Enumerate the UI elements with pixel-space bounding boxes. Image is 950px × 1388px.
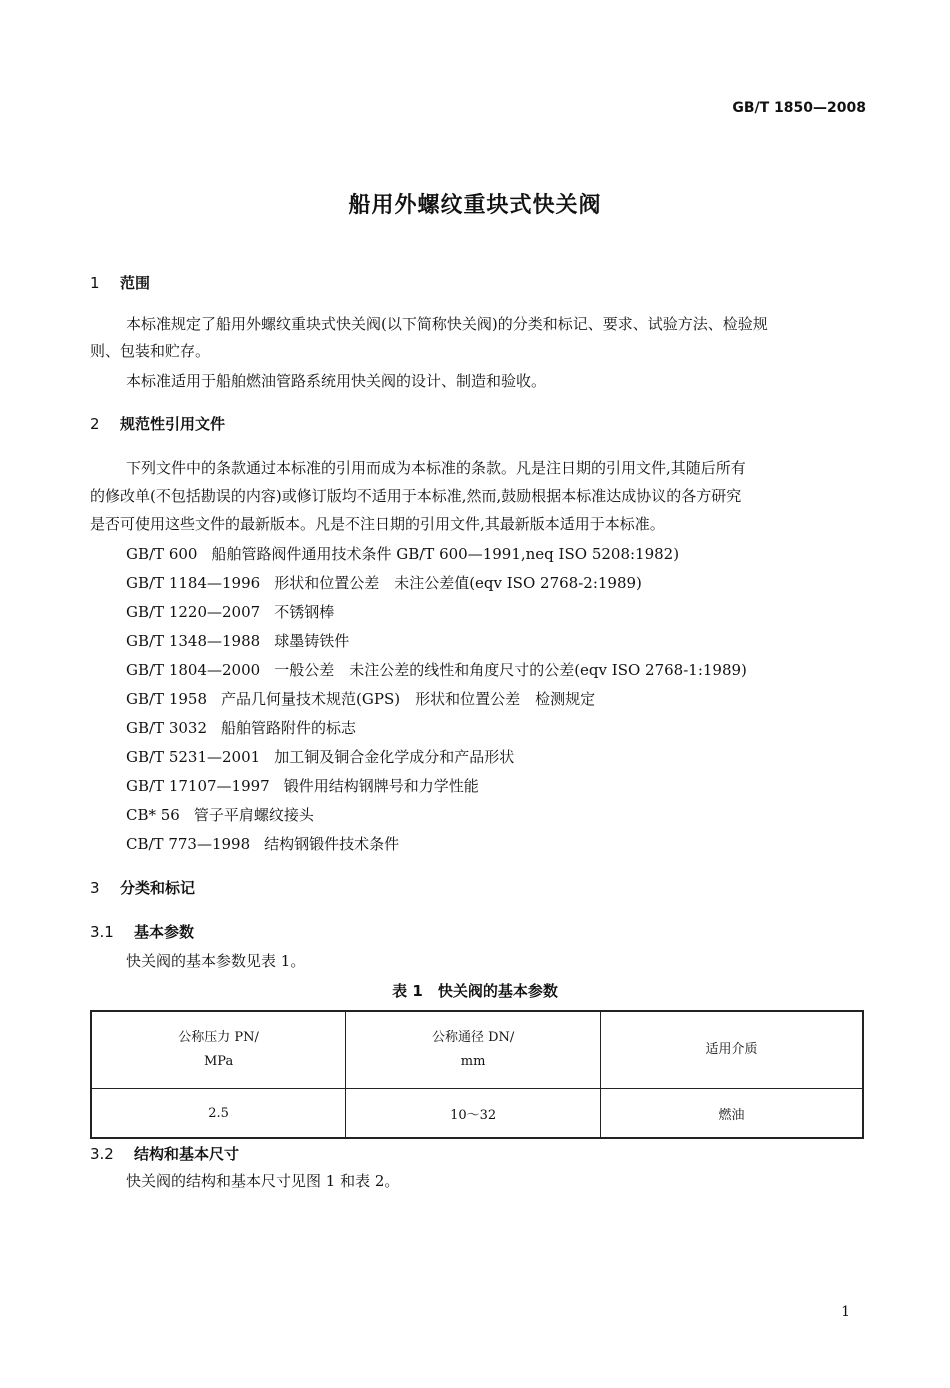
reference-code: GB/T 1804—2000 [126,661,261,679]
subsection-3-1-text: 快关阀的基本参数见表 1。 [126,952,306,970]
reference-code: GB/T 600 [126,545,198,563]
table-header-row [91,1011,863,1089]
section-title: 规范性引用文件 [120,415,226,433]
section-number: 3.2 [90,1145,114,1163]
subsection-3-2-heading [90,1143,239,1164]
reference-item [126,543,679,564]
section-number: 3.1 [90,923,114,941]
reference-title: 形状和位置公差 未注公差值(eqv ISO 2768-2:1989) [274,574,642,592]
section-2-heading [90,413,225,434]
subsection-3-2-text: 快关阀的结构和基本尺寸见图 1 和表 2。 [126,1172,400,1190]
standard-number: GB/T 1850—2008 [732,100,866,116]
reference-item [126,833,399,854]
reference-title: 管子平肩螺纹接头 [193,806,314,824]
subsection-3-1-heading [90,921,194,942]
reference-item [126,630,349,651]
reference-code: GB/T 17107—1997 [126,777,270,795]
reference-code: CB* 56 [126,806,180,824]
scope-para1-line1: 本标准规定了船用外螺纹重块式快关阀(以下简称快关阀)的分类和标记、要求、试验方法、检验规 [126,315,768,333]
section-title: 结构和基本尺寸 [134,1145,240,1163]
reference-item [126,746,514,767]
reference-item [126,775,479,796]
reference-code: GB/T 5231—2001 [126,748,261,766]
reference-item [126,659,747,680]
reference-item [126,688,595,709]
section-1-heading [90,272,150,293]
reference-code: GB/T 1348—1988 [126,632,261,650]
section-number: 2 [90,415,100,433]
section-title: 分类和标记 [120,879,196,897]
table-cell: 2.5 [91,1089,346,1139]
reference-item [126,572,642,593]
parameters-table [90,1010,864,1139]
reference-code: GB/T 3032 [126,719,208,737]
table-header-cell: 适用介质 [601,1011,864,1089]
reference-item [126,804,314,825]
reference-title: 产品几何量技术规范(GPS) 形状和位置公差 检测规定 [221,690,596,708]
reference-title: 锻件用结构钢牌号和力学性能 [283,777,479,795]
refs-intro-line2: 的修改单(不包括勘误的内容)或修订版均不适用于本标准,然而,鼓励根据本标准达成协议的各方研究 [90,487,742,505]
reference-title: 结构钢锻件技术条件 [264,835,400,853]
scope-para1-line2: 则、包装和贮存。 [90,342,211,360]
reference-code: GB/T 1184—1996 [126,574,261,592]
section-number: 1 [90,274,100,292]
reference-title: 加工铜及铜合金化学成分和产品形状 [274,748,515,766]
reference-code: GB/T 1958 [126,690,208,708]
scope-para2: 本标准适用于船舶燃油管路系统用快关阀的设计、制造和验收。 [126,372,547,390]
reference-item [126,601,334,622]
section-title: 范围 [120,274,151,292]
reference-title: 船舶管路阀件通用技术条件 GB/T 600—1991,neq ISO 5208:1982) [211,545,680,563]
document-title: 船用外螺纹重块式快关阀 [348,193,602,218]
table-row [91,1089,863,1139]
reference-title: 船舶管路附件的标志 [221,719,357,737]
section-title: 基本参数 [134,923,195,941]
reference-code: GB/T 1220—2007 [126,603,261,621]
reference-title: 球墨铸铁件 [274,632,350,650]
reference-title: 一般公差 未注公差的线性和角度尺寸的公差(eqv ISO 2768-1:1989) [274,661,747,679]
table-cell: 燃油 [601,1089,864,1139]
refs-intro-line1: 下列文件中的条款通过本标准的引用而成为本标准的条款。凡是注日期的引用文件,其随后所有 [126,459,746,477]
reference-item [126,717,356,738]
reference-title: 不锈钢棒 [274,603,335,621]
section-3-heading [90,877,195,898]
table-header-cell: 公称通径 DN/ mm [346,1011,601,1089]
table-caption: 表 1 快关阀的基本参数 [392,982,558,1000]
section-number: 3 [90,879,100,897]
reference-code: CB/T 773—1998 [126,835,251,853]
table-header-cell: 公称压力 PN/ MPa [91,1011,346,1089]
refs-intro-line3: 是否可使用这些文件的最新版本。凡是不注日期的引用文件,其最新版本适用于本标准。 [90,515,665,533]
table-cell: 10～32 [346,1089,601,1139]
page-number: 1 [841,1304,850,1320]
